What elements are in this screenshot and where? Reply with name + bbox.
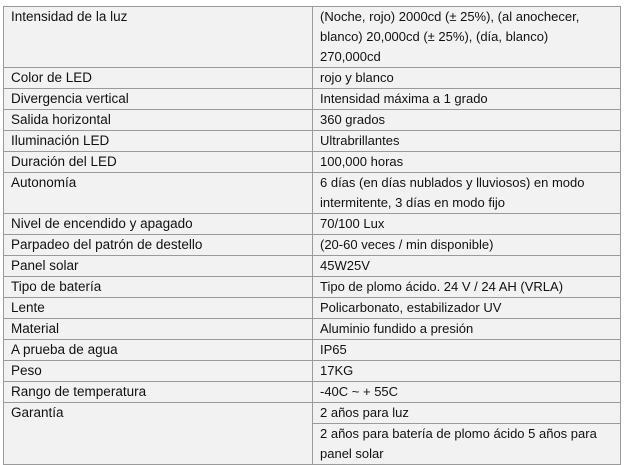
- spec-table: [3, 6, 621, 465]
- spec-value: (20-60 veces / min disponible): [313, 235, 621, 256]
- spec-value: Ultrabrillantes: [313, 131, 621, 152]
- spec-value: (Noche, rojo) 2000cd (± 25%), (al anochecer, blanco) 20,000cd (± 25%), (día, blanco) 270,000cd: [313, 7, 621, 68]
- spec-label: Intensidad de la luz: [4, 7, 313, 68]
- spec-value: rojo y blanco: [313, 68, 621, 89]
- spec-value: IP65: [313, 340, 621, 361]
- table-row: [4, 256, 621, 277]
- table-row: [4, 89, 621, 110]
- spec-label: Salida horizontal: [4, 110, 313, 131]
- spec-label: Peso: [4, 361, 313, 382]
- spec-value: 100,000 horas: [313, 152, 621, 173]
- spec-value: Tipo de plomo ácido. 24 V / 24 AH (VRLA): [313, 277, 621, 298]
- spec-label: Rango de temperatura: [4, 382, 313, 403]
- warranty-value: 2 años para luz: [313, 403, 621, 424]
- table-row: [4, 403, 621, 424]
- table-row: [4, 214, 621, 235]
- spec-label: Iluminación LED: [4, 131, 313, 152]
- spec-value: 17KG: [313, 361, 621, 382]
- table-row: [4, 382, 621, 403]
- spec-label: Color de LED: [4, 68, 313, 89]
- table-row: [4, 277, 621, 298]
- spec-label: Tipo de batería: [4, 277, 313, 298]
- table-row: [4, 7, 621, 68]
- table-row: [4, 152, 621, 173]
- table-row: [4, 131, 621, 152]
- spec-label: A prueba de agua: [4, 340, 313, 361]
- table-row: [4, 298, 621, 319]
- warranty-label: Garantía: [4, 403, 313, 465]
- spec-value: 6 días (en días nublados y lluviosos) en modo intermitente, 3 días en modo fijo: [313, 173, 621, 214]
- warranty-value: 2 años para batería de plomo ácido 5 años para panel solar: [313, 424, 621, 465]
- spec-label: Lente: [4, 298, 313, 319]
- spec-value: 45W25V: [313, 256, 621, 277]
- spec-value: 360 grados: [313, 110, 621, 131]
- table-row: [4, 110, 621, 131]
- table-row: [4, 361, 621, 382]
- spec-label: Duración del LED: [4, 152, 313, 173]
- spec-value: Aluminio fundido a presión: [313, 319, 621, 340]
- spec-label: Panel solar: [4, 256, 313, 277]
- table-row: [4, 173, 621, 214]
- table-row: [4, 340, 621, 361]
- table-row: [4, 319, 621, 340]
- spec-label: Nivel de encendido y apagado: [4, 214, 313, 235]
- spec-label: Material: [4, 319, 313, 340]
- table-row: [4, 235, 621, 256]
- spec-value: Policarbonato, estabilizador UV: [313, 298, 621, 319]
- spec-label: Autonomía: [4, 173, 313, 214]
- spec-value: -40C ~ + 55C: [313, 382, 621, 403]
- spec-value: Intensidad máxima a 1 grado: [313, 89, 621, 110]
- spec-label: Parpadeo del patrón de destello: [4, 235, 313, 256]
- spec-value: 70/100 Lux: [313, 214, 621, 235]
- table-row: [4, 68, 621, 89]
- spec-label: Divergencia vertical: [4, 89, 313, 110]
